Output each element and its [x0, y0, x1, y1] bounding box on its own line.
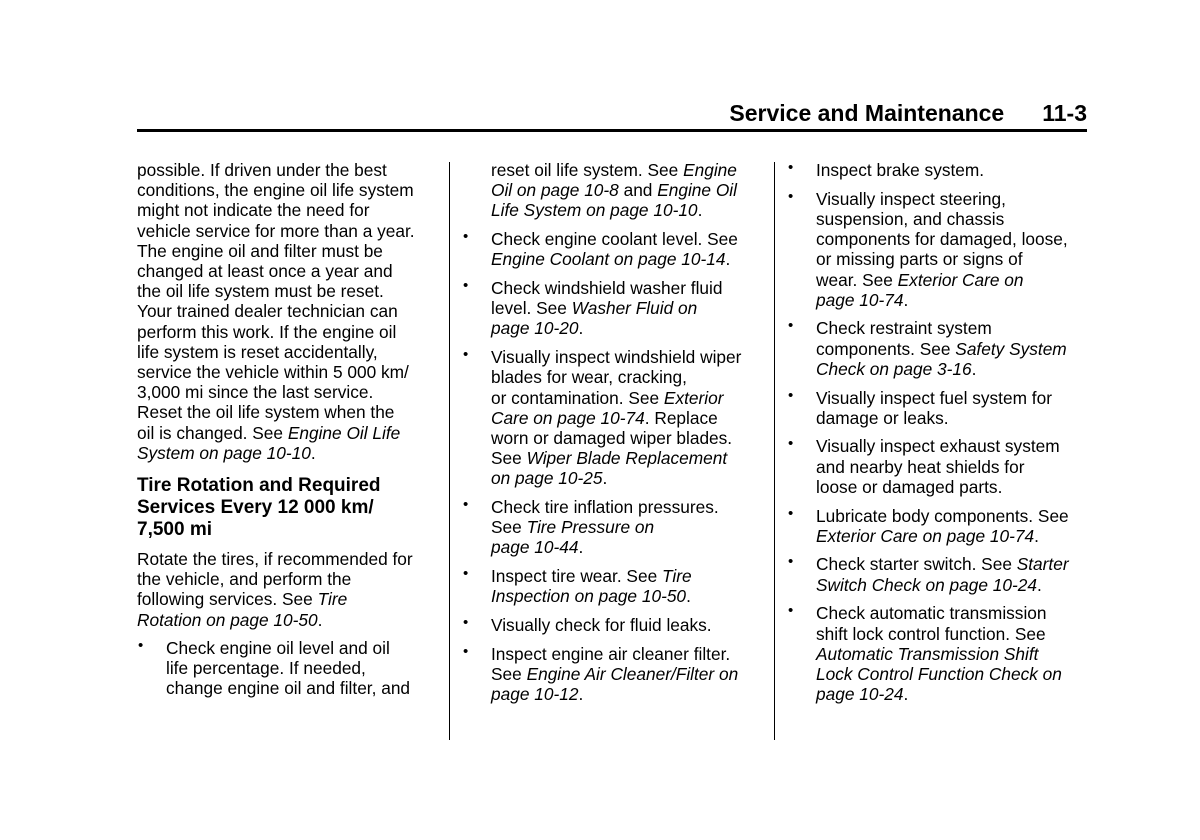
page-reference: Check on page 3-16: [816, 358, 972, 379]
text-line: Reset the oil life system when the: [137, 402, 395, 423]
bullet-icon: •: [463, 496, 469, 514]
checklist: [137, 638, 437, 699]
text-line: Visually inspect exhaust system: [816, 436, 1060, 457]
text-line: damage or leaks.: [816, 407, 949, 428]
text-line: loose or damaged parts.: [816, 476, 1003, 497]
page-reference: Tire Pressure on: [526, 517, 655, 538]
text: .: [1036, 574, 1042, 595]
text: following services. See: [137, 589, 318, 610]
page-reference: Inspection on page 10-50: [491, 586, 687, 607]
list-item: [787, 160, 1092, 180]
page-reference: Switch Check on page 10-24: [816, 574, 1037, 595]
page-reference: on page 10-25: [491, 468, 603, 489]
page-reference: Safety System: [955, 338, 1067, 359]
text: .: [310, 442, 316, 463]
text-line: life system is reset accidentally,: [137, 341, 378, 362]
list-item: [462, 497, 762, 558]
text: Inspect tire wear. See: [491, 566, 662, 587]
column-divider-1: [449, 162, 450, 740]
page-reference: Life System on page 10-10: [491, 200, 698, 221]
text-line: Visually inspect windshield wiper: [491, 347, 742, 368]
page-reference: Wiper Blade Replacement: [526, 448, 728, 469]
page-reference: System on page 10-10: [137, 442, 311, 463]
text: See: [491, 448, 527, 469]
text-line: the vehicle, and perform the: [137, 569, 352, 590]
text-line: possible. If driven under the best: [137, 160, 387, 180]
list-item-continuation: [462, 160, 762, 221]
page-reference: Lock Control Function Check on: [816, 663, 1062, 684]
bullet-icon: •: [463, 346, 469, 364]
text: . Replace: [644, 407, 718, 428]
text-line: might not indicate the need for: [137, 200, 370, 221]
list-item: [462, 566, 762, 606]
text: Check starter switch. See: [816, 554, 1017, 575]
text: .: [686, 586, 691, 607]
text: and: [618, 180, 658, 201]
bullet-icon: •: [788, 317, 794, 335]
list-item: [462, 229, 762, 269]
column-divider-2: [774, 162, 775, 740]
page-reference: Washer Fluid on: [571, 298, 698, 319]
bullet-icon: •: [463, 277, 469, 295]
text: .: [903, 289, 909, 310]
bullet-icon: •: [463, 642, 469, 660]
text-line: Visually inspect steering,: [816, 188, 1006, 209]
bullet-icon: •: [788, 187, 794, 205]
text: wear. See: [816, 269, 898, 290]
subheading: [137, 475, 437, 541]
text-line: Check automatic transmission: [816, 603, 1047, 624]
text-line: 3,000 mi since the last service.: [137, 382, 374, 403]
text-line: worn or damaged wiper blades.: [491, 427, 733, 448]
text-line: Inspect brake system.: [816, 160, 985, 180]
page-reference: page 10-12: [491, 684, 579, 705]
column-2: [462, 160, 762, 713]
text-line: perform this work. If the engine oil: [137, 321, 397, 342]
bullet-icon: •: [463, 614, 469, 632]
text: .: [578, 537, 584, 558]
page-reference: Engine Air Cleaner/Filter on: [526, 663, 739, 684]
page-reference: Exterior: [663, 387, 724, 408]
rotate-paragraph: [137, 549, 437, 630]
text-line: Check engine coolant level. See: [491, 229, 738, 250]
text-line: Check windshield washer fluid: [491, 278, 723, 299]
page-reference: page 10-74: [816, 289, 904, 310]
text: change engine oil and filter, and: [166, 678, 411, 699]
text: level. See: [491, 298, 572, 319]
text: or contamination. See: [491, 387, 664, 408]
column-1: [137, 160, 437, 707]
page-reference: page 10-44: [491, 537, 579, 558]
bullet-icon: •: [138, 636, 144, 654]
list-item: [462, 644, 762, 705]
text-line: Lubricate body components. See: [816, 505, 1069, 526]
bullet-icon: •: [788, 435, 794, 453]
text-line: service the vehicle within 5 000 km/: [137, 362, 409, 383]
text-line: changed at least once a year and: [137, 261, 393, 282]
text: .: [903, 684, 909, 705]
page-reference: Care on page 10-74: [491, 407, 645, 428]
text-line: the oil life system must be reset.: [137, 281, 384, 302]
bullet-icon: •: [788, 602, 794, 620]
text-line: vehicle service for more than a year.: [137, 220, 415, 241]
section-title: Service and Maintenance: [729, 100, 1005, 126]
bullet-icon: •: [788, 159, 794, 176]
page-reference: Oil on page 10-8: [491, 180, 619, 201]
page-reference: Exterior Care on: [897, 269, 1024, 290]
text-line: components for damaged, loose,: [816, 229, 1068, 250]
text: .: [725, 249, 731, 270]
text-line: and nearby heat shields for: [816, 456, 1025, 477]
bullet-icon: •: [463, 228, 469, 246]
page-reference: Automatic Transmission Shift: [816, 643, 1039, 664]
text: .: [602, 468, 608, 489]
text-line: or missing parts or signs of: [816, 249, 1023, 270]
text: life percentage. If needed,: [166, 658, 366, 679]
page-reference: Rotation on page 10-50: [137, 609, 318, 630]
intro-lines: [137, 160, 415, 422]
page-reference: Engine Oil Life: [287, 422, 401, 443]
text: .: [971, 358, 977, 379]
text-line: Rotate the tires, if recommended for: [137, 549, 413, 570]
text: .: [317, 609, 323, 630]
subheading-line: Services Every 12 000 km/: [137, 497, 374, 519]
bullet-icon: •: [788, 553, 794, 571]
intro-paragraph: [137, 160, 437, 463]
text: See: [491, 517, 527, 538]
checklist: [787, 160, 1092, 704]
text-line: conditions, the engine oil life system: [137, 180, 414, 201]
list-item: [462, 278, 762, 339]
text-line: blades for wear, cracking,: [491, 367, 687, 388]
list-item: [462, 615, 762, 635]
page-reference: Tire: [661, 566, 692, 587]
list-item: [787, 436, 1092, 497]
text: .: [1034, 525, 1039, 546]
list-item: [137, 638, 437, 699]
text-line: Visually inspect fuel system for: [816, 387, 1052, 408]
page-number: 11-3: [1042, 100, 1087, 126]
list-item: [787, 554, 1092, 594]
text-line: Check tire inflation pressures.: [491, 497, 719, 518]
text-line: Visually check for fluid leaks.: [491, 615, 712, 636]
text-line: suspension, and chassis: [816, 208, 1005, 229]
text: reset oil life system. See: [491, 160, 684, 180]
list-item: [787, 388, 1092, 428]
bullet-icon: •: [788, 504, 794, 522]
text: .: [697, 200, 703, 221]
text-line: shift lock control function. See: [816, 623, 1046, 644]
subheading-line: Tire Rotation and Required: [137, 475, 381, 497]
subheading-line: 7,500 mi: [137, 519, 212, 541]
text: See: [491, 663, 527, 684]
text-line: The engine oil and filter must be: [137, 240, 383, 261]
page-reference: Engine Oil: [657, 180, 737, 201]
bullet-icon: •: [788, 386, 794, 404]
header-rule: [137, 129, 1087, 132]
page-reference: Engine: [683, 160, 737, 180]
page-header: [137, 100, 1087, 132]
text: Check engine oil level and oil: [166, 637, 390, 658]
text: .: [578, 318, 584, 339]
bullet-icon: •: [463, 565, 469, 583]
page-reference: page 10-20: [491, 318, 579, 339]
page-reference: Tire: [317, 589, 348, 610]
page-reference: Engine Coolant on page 10-14: [491, 249, 726, 270]
text: .: [578, 684, 584, 705]
rotate-lines: [137, 549, 413, 589]
list-item: [462, 347, 762, 488]
list-item: [787, 603, 1092, 704]
list-item: [787, 189, 1092, 310]
text: oil is changed. See: [137, 422, 288, 443]
text-line: Check restraint system: [816, 318, 992, 339]
page-reference: Starter: [1016, 554, 1069, 575]
list-item: [787, 506, 1092, 546]
page-reference: Exterior Care on page 10-74: [816, 525, 1035, 546]
page-reference: page 10-24: [816, 684, 904, 705]
text-line: Your trained dealer technician can: [137, 301, 398, 322]
column-3: [787, 160, 1092, 713]
list-item: [787, 318, 1092, 379]
checklist: [462, 229, 762, 704]
text: components. See: [816, 338, 956, 359]
text-line: Inspect engine air cleaner filter.: [491, 643, 731, 664]
